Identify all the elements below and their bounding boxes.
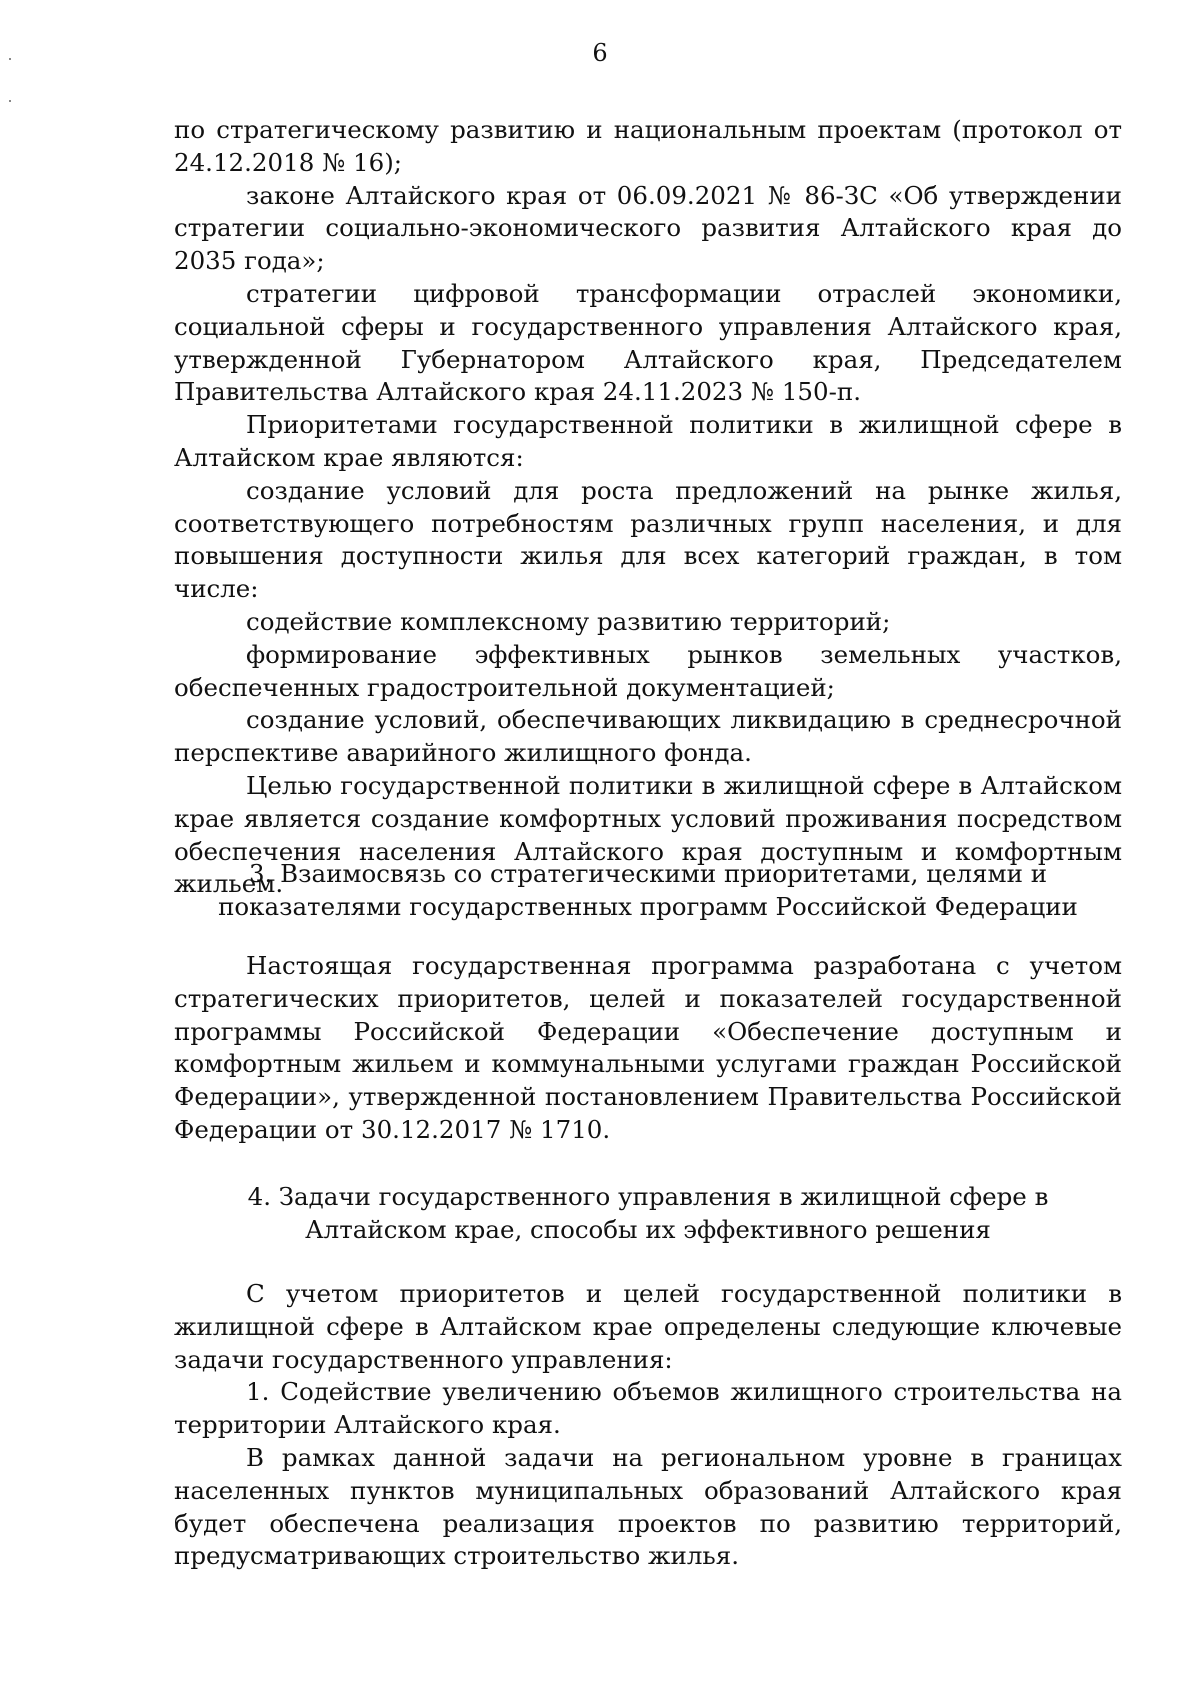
- section-heading-line: 4. Задачи государственного управления в жилищной сфере в: [247, 1182, 1049, 1211]
- section-heading-line: 3. Взаимосвязь со стратегическими приоритетами, целями и: [248, 859, 1048, 888]
- paragraph: В рамках данной задачи на региональном уровне в границах населенных пунктов муниципальных образований Алтайского края будет обеспечена реализация проектов по развитию территорий, предусматривающих строительство жилья.: [174, 1442, 1122, 1571]
- section-heading-line: Алтайском крае, способы их эффективного решения: [305, 1214, 991, 1244]
- body-block-1: [174, 114, 1122, 901]
- paragraph: законе Алтайского края от 06.09.2021 № 86-ЗС «Об утверждении стратегии социально-экономического развития Алтайского края до 2035 года»;: [174, 180, 1122, 276]
- page-number: 6: [592, 39, 608, 67]
- paragraph: 1. Содействие увеличению объемов жилищного строительства на территории Алтайского края.: [174, 1377, 1122, 1440]
- paragraph: Приоритетами государственной политики в жилищной сфере в Алтайском крае являются:: [174, 410, 1122, 472]
- paragraph: по стратегическому развитию и национальным проектам (протокол от 24.12.2018 № 16);: [174, 115, 1122, 177]
- paragraph: Целью государственной политики в жилищной сфере в Алтайском крае является создание комфортных условий проживания посредством обеспечения населения Алтайского края доступным и комфортным жильем.: [174, 770, 1122, 899]
- paragraph: содействие комплексному развитию территорий;: [246, 606, 891, 636]
- paragraph: стратегии цифровой трансформации отраслей экономики, социальной сферы и государственного управления Алтайского края, утвержденной Губернатором Алтайского края, Председателем Правительства Алтайского края 24.11.2023 № 150-п.: [174, 278, 1122, 407]
- paragraph: создание условий, обеспечивающих ликвидацию в среднесрочной перспективе аварийного жилищного фонда.: [174, 705, 1122, 768]
- paragraph: С учетом приоритетов и целей государственной политики в жилищной сфере в Алтайском крае определены следующие ключевые задачи государственного управления:: [174, 1279, 1122, 1374]
- section-heading-line: показателями государственных программ Российской Федерации: [218, 891, 1078, 921]
- section-4-heading: [174, 1181, 1122, 1247]
- section-3-body: [174, 950, 1122, 1147]
- section-4-body: [174, 1278, 1122, 1573]
- paragraph: формирование эффективных рынков земельных участков, обеспеченных градостроительной документацией;: [174, 639, 1122, 702]
- paragraph: создание условий для роста предложений на рынке жилья, соответствующего потребностям различных групп населения, и для повышения доступности жилья для всех категорий граждан, в том числе:: [174, 475, 1122, 604]
- paragraph: Настоящая государственная программа разработана с учетом стратегических приоритетов, целей и показателей государственной программы Российской Федерации «Обеспечение доступным и комфортным жильем и коммунальными услугами граждан Российской Федерации», утвержденной постановлением Правительства Российской Федерации от 30.12.2017 № 1710.: [174, 951, 1122, 1144]
- scan-speck: [9, 100, 11, 102]
- section-3-heading: [174, 858, 1122, 924]
